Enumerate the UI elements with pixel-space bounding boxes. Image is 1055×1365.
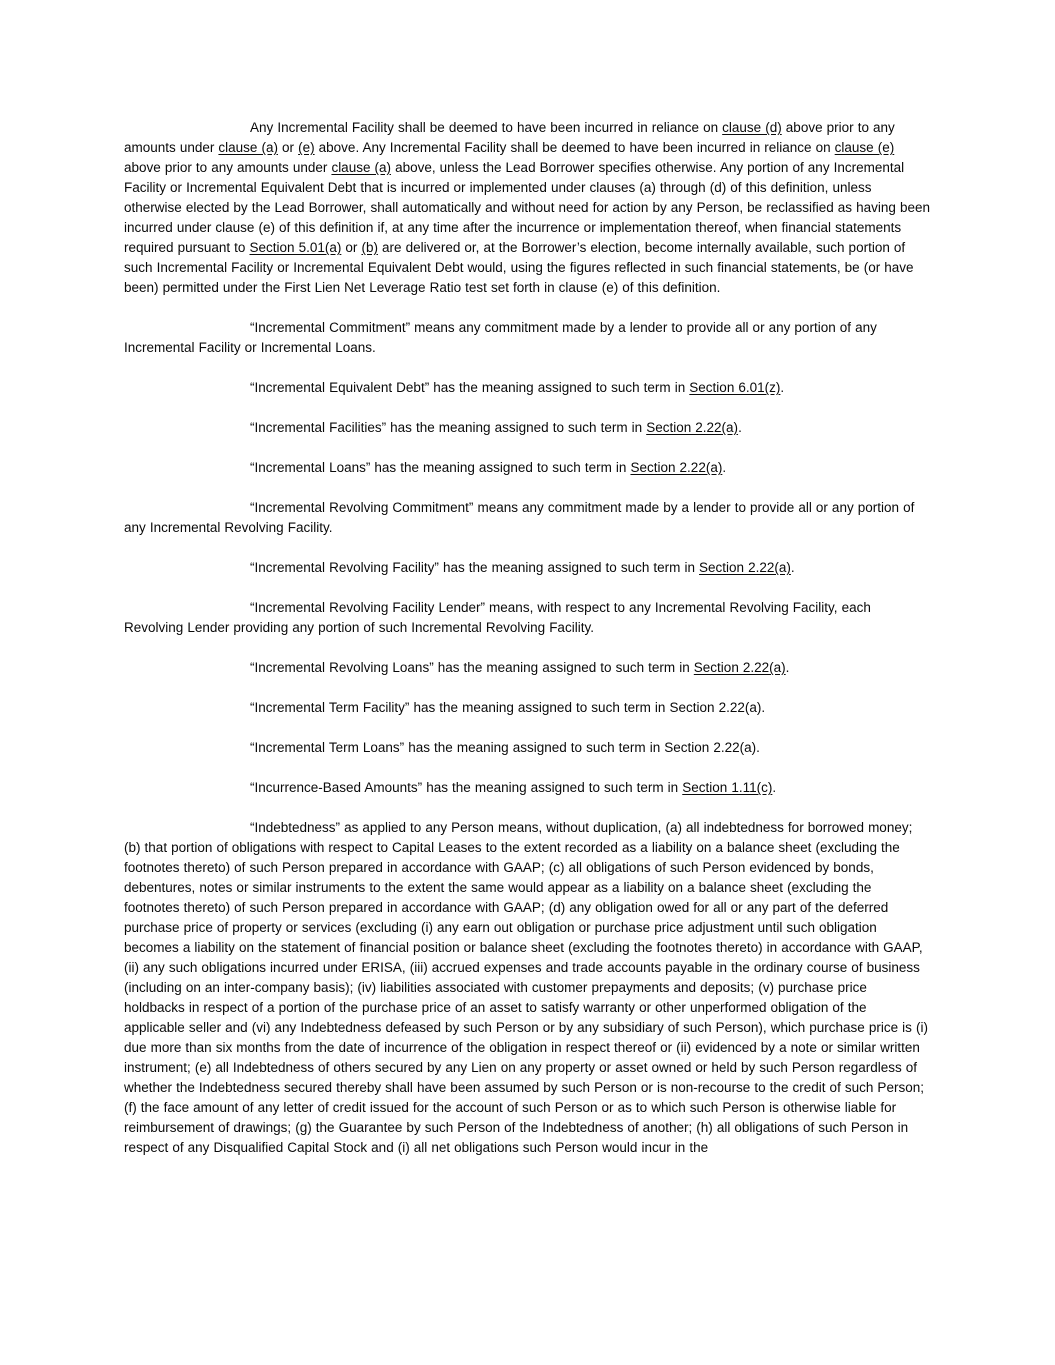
text-run: has the meaning assigned to such term in [429, 380, 690, 395]
definition-incremental-term-facility [124, 698, 930, 718]
text-run: or [278, 140, 299, 155]
section-5-01-a-link[interactable]: Section 5.01(a) [249, 240, 342, 255]
text-run: has the meaning assigned to such term in [370, 460, 631, 475]
clause-a-link[interactable]: clause (a) [218, 140, 278, 155]
definition-incremental-loans [124, 458, 930, 478]
definition-indebtedness [124, 818, 930, 1158]
definition-incurrence-based-amounts [124, 778, 930, 798]
defined-term: “Incremental Loans” [250, 460, 371, 475]
text-run: has the meaning assigned to such term in Section 2.22(a). [404, 740, 760, 755]
text-run: means any commitment made by a lender to provide all or any portion of any Incremental Facility or Incremental Loans. [124, 320, 877, 355]
text-run: means any commitment made by a lender to provide all or any portion of any Incremental Revolving Facility. [124, 500, 915, 535]
definition-incremental-revolving-facility [124, 558, 930, 578]
section-2-22-a-link[interactable]: Section 2.22(a) [630, 460, 723, 475]
defined-term: “Incremental Revolving Commitment” [250, 500, 474, 515]
text-run: has the meaning assigned to such term in [386, 420, 647, 435]
text-run: Any Incremental Facility shall be deemed to have been incurred in reliance on [250, 120, 723, 135]
defined-term: “Incremental Term Facility” [250, 700, 410, 715]
definition-incremental-revolving-facility-lender [124, 598, 930, 638]
text-run: . [722, 460, 727, 475]
defined-term: “Incurrence-Based Amounts” [250, 780, 423, 795]
defined-term: “Incremental Commitment” [250, 320, 411, 335]
defined-term: “Incremental Equivalent Debt” [250, 380, 430, 395]
clause-d-link[interactable]: clause (d) [722, 120, 782, 135]
document-body [124, 118, 930, 1158]
definition-incremental-term-loans [124, 738, 930, 758]
text-run: as applied to any Person means, without duplication, (a) all indebtedness for borrowed money; (b) that portion of obligations with respect to Capital Leases to the extent recorded as a liability on a balance sheet (excluding the footnotes thereto) of such Person prepared in accordance with GAAP; (c) all obligations of such Person evidenced by bonds, debentures, notes or similar instruments to the extent the same would appear as a liability on a balance sheet (excluding the footnotes thereto) of such Person prepared in accordance with GAAP; (d) any obligation owed for all or any part of the deferred purchase price of property or services (excluding (i) any earn out obligation or purchase price adjustment until such obligation becomes a liability on the statement of financial position or balance sheet (excluding the footnotes thereto) in accordance with GAAP, (ii) any such obligations incurred under ERISA, (iii) accrued expenses and trade accounts payable in the ordinary course of business (including on an inter-company basis); (iv) liabilities associated with customer prepayments and deposits; (v) purchase price holdbacks in respect of a portion of the purchase price of an asset to satisfy warranty or other unperformed obligation of the applicable seller and (vi) any Indebtedness defeased by such Person or by any subsidiary of such Person), which purchase price is (i) due more than six months from the date of incurrence of the obligation in respect thereof or (ii) evidenced by a note or similar written instrument; (e) all Indebtedness of others secured by any Lien on any property or asset owned or held by such Person regardless of whether the Indebtedness secured thereby shall have been assumed by such Person or is non-recourse to the credit of such Person; (f) the face amount of any letter of credit issued for the account of such Person or as to which such Person is otherwise liable for reimbursement of drawings; (g) the Guarantee by such Person of the Indebtedness of another; (h) all obligations of such Person in respect of any Disqualified Capital Stock and (i) all net obligations such Person would incur in the [124, 820, 928, 1155]
definition-incremental-revolving-commitment [124, 498, 930, 538]
definition-incremental-equivalent-debt [124, 378, 930, 398]
text-run: above prior to any amounts under [124, 160, 332, 175]
defined-term: “Indebtedness” [250, 820, 341, 835]
defined-term: “Incremental Term Loans” [250, 740, 405, 755]
section-2-22-a-link[interactable]: Section 2.22(a) [646, 420, 739, 435]
text-run: . [785, 660, 790, 675]
definition-incremental-revolving-loans [124, 658, 930, 678]
defined-term: “Incremental Revolving Facility” [250, 560, 439, 575]
clause-a-link[interactable]: clause (a) [331, 160, 392, 175]
definition-incremental-commitment [124, 318, 930, 358]
text-run: or [341, 240, 362, 255]
defined-term: “Incremental Revolving Facility Lender” [250, 600, 485, 615]
definition-incremental-facilities [124, 418, 930, 438]
defined-term: “Incremental Facilities” [250, 420, 387, 435]
text-run: are delivered or, at the Borrower’s election, become internally available, such portion of such Incremental Facility or Incremental Equivalent Debt would, using the figures reflected in such financial statements, be (or have been) permitted under the First Lien Net Leverage Ratio test set forth in clause (e) of this definition. [124, 240, 914, 295]
text-run: above prior to any amounts under [124, 120, 895, 155]
text-run: has the meaning assigned to such term in [422, 780, 683, 795]
text-run: . [772, 780, 777, 795]
text-run: above. Any Incremental Facility shall be deemed to have been incurred in reliance on [314, 140, 835, 155]
defined-term: “Incremental Revolving Loans” [250, 660, 434, 675]
text-run: . [790, 560, 795, 575]
definition-continuation-incremental-facility [124, 118, 930, 298]
text-run: has the meaning assigned to such term in Section 2.22(a). [409, 700, 766, 715]
clause-e-link[interactable]: (e) [298, 140, 315, 155]
text-run: . [780, 380, 785, 395]
section-5-01-b-link[interactable]: (b) [361, 240, 378, 255]
text-run: means, with respect to any Incremental Revolving Facility, each Revolving Lender providing any portion of such Incremental Revolving Facility. [124, 600, 871, 635]
text-run: has the meaning assigned to such term in [438, 560, 700, 575]
section-2-22-a-link[interactable]: Section 2.22(a) [699, 560, 791, 575]
text-run: above, unless the Lead Borrower specifies otherwise. Any portion of any Incremental Facility or Incremental Equivalent Debt that is incurred or implemented under clauses (a) through (d) of this definition, unless otherwise elected by the Lead Borrower, shall automatically and without need for action by any Person, be reclassified as having been incurred under clause (e) of this definition if, at any time after the incurrence or implementation thereof, when financial statements required pursuant to [124, 160, 930, 255]
text-run: . [738, 420, 742, 435]
clause-e-link[interactable]: clause (e) [834, 140, 895, 155]
section-6-01-z-link[interactable]: Section 6.01(z) [689, 380, 781, 395]
section-2-22-a-link[interactable]: Section 2.22(a) [693, 660, 786, 675]
section-1-11-c-link[interactable]: Section 1.11(c) [682, 780, 773, 795]
text-run: has the meaning assigned to such term in [433, 660, 694, 675]
